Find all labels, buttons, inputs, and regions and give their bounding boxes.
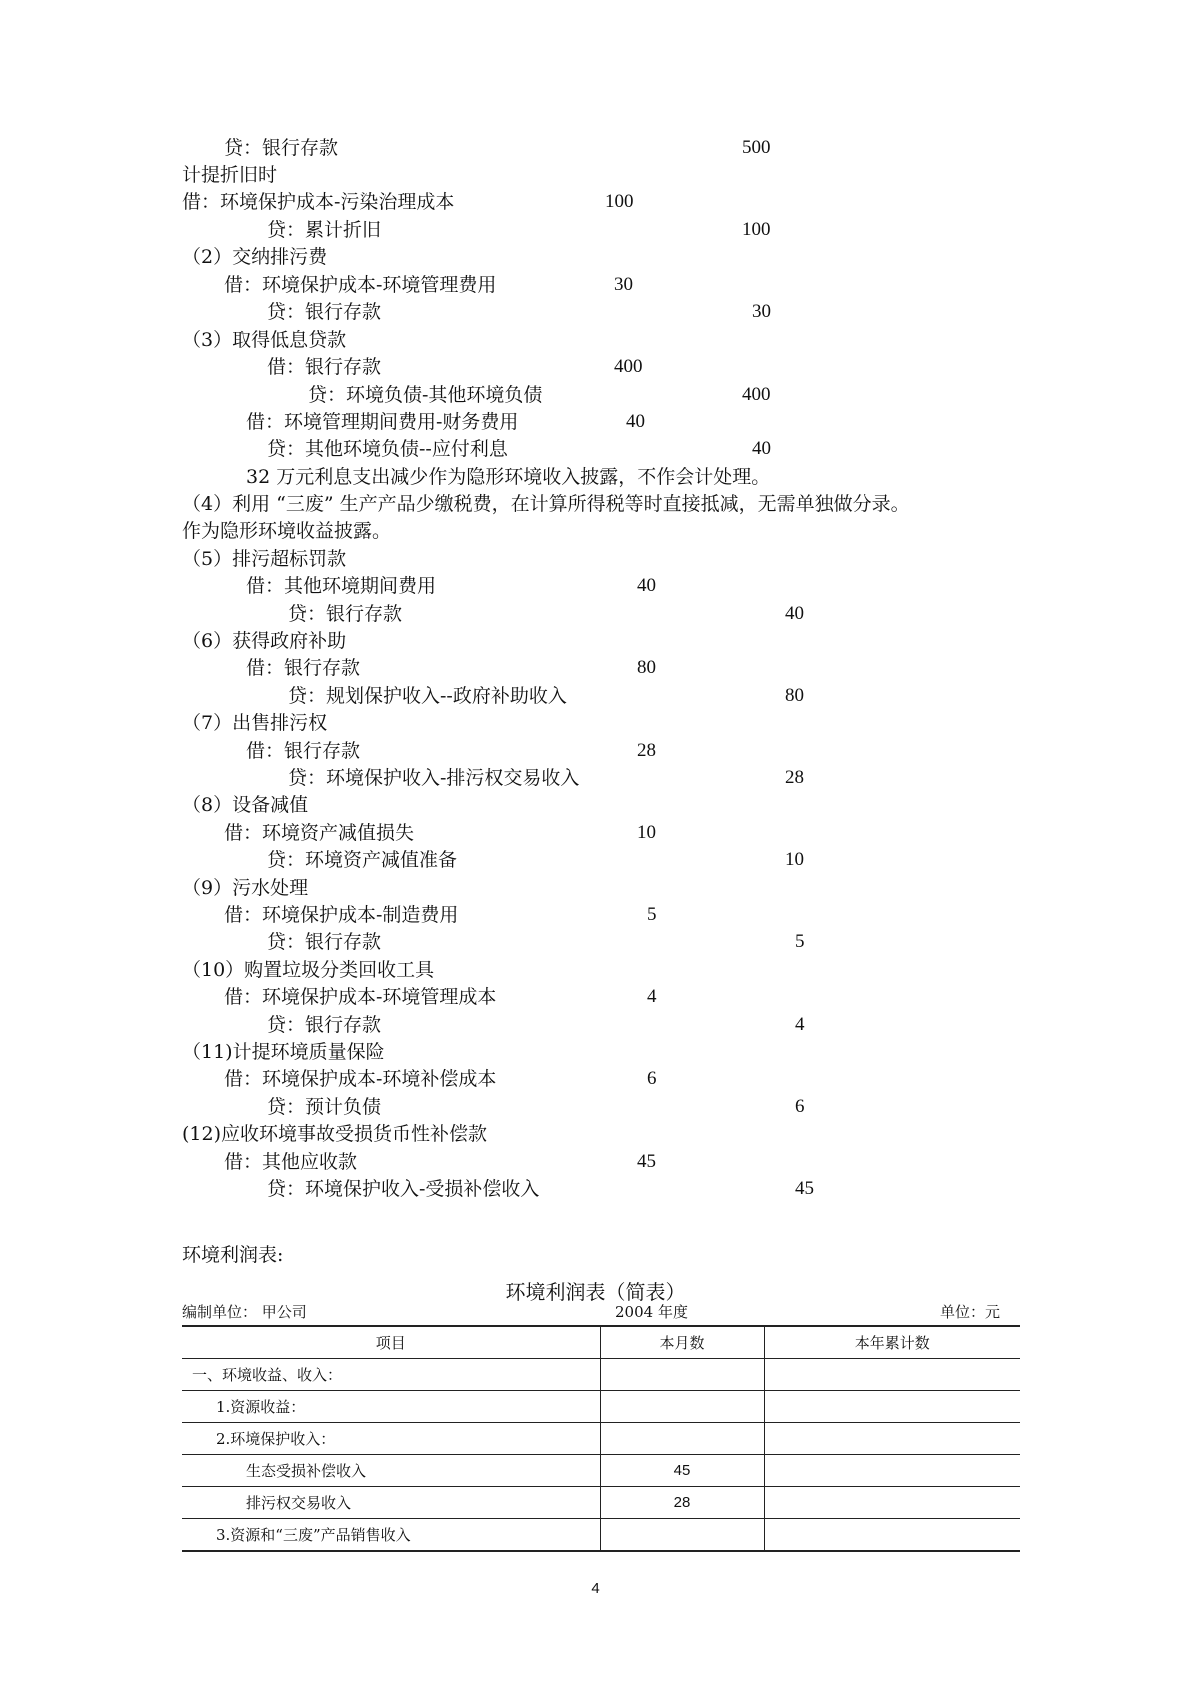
entry-line: 借：银行存款 (246, 657, 361, 679)
entry-line: 借：银行存款 (246, 740, 361, 762)
entry-line: （4）利用 “三废” 生产产品少缴税费，在计算所得税等时直接抵减，无需单独做分录。 (182, 493, 910, 515)
entry-line: 借：其他应收款 (224, 1151, 358, 1173)
entry-line: 贷：累计折旧 (267, 219, 382, 241)
entry-line: （8）设备减值 (182, 794, 309, 816)
entry-line: 借：环境管理期间费用-财务费用 (246, 411, 519, 433)
entry-amount: 400 (614, 356, 643, 377)
entry-line: （9）污水处理 (182, 877, 309, 899)
entry-amount: 10 (785, 849, 804, 870)
entry-line: （6）获得政府补助 (182, 630, 347, 652)
entry-line: 贷：规划保护收入--政府补助收入 (288, 685, 567, 707)
entry-line: （7）出售排污权 (182, 712, 328, 734)
row-month-value (600, 1391, 764, 1423)
entry-amount: 30 (614, 274, 633, 295)
entry-amount: 28 (785, 767, 804, 788)
entry-line: 贷：银行存款 (267, 301, 382, 323)
entry-line: 贷：银行存款 (288, 603, 403, 625)
entry-amount: 40 (785, 603, 804, 624)
entry-line: （10）购置垃圾分类回收工具 (182, 959, 435, 981)
entry-line: 计提折旧时 (182, 164, 278, 186)
entry-line: （5）排污超标罚款 (182, 548, 347, 570)
header-month: 本月数 (600, 1326, 764, 1359)
table-title: 环境利润表（简表） (505, 1280, 686, 1304)
entry-line: 贷：环境保护收入-排污权交易收入 (288, 767, 580, 789)
row-ytd-value (764, 1391, 1020, 1423)
row-item: 生态受损补偿收入 (182, 1455, 600, 1487)
entry-amount: 400 (742, 384, 771, 405)
entry-amount: 4 (647, 986, 657, 1007)
entry-line: 贷：银行存款 (267, 931, 382, 953)
entry-amount: 6 (647, 1068, 657, 1089)
row-month-value: 28 (600, 1487, 764, 1519)
entry-amount: 6 (795, 1096, 805, 1117)
row-item: 1.资源收益： (182, 1391, 600, 1423)
row-ytd-value (764, 1487, 1020, 1519)
entry-amount: 80 (785, 685, 804, 706)
row-item: 2.环境保护收入： (182, 1423, 600, 1455)
table-row (182, 1359, 1020, 1391)
header-item: 项目 (182, 1326, 600, 1359)
report-year: 2004 年度 (615, 1303, 688, 1321)
entry-amount: 100 (605, 191, 634, 212)
table-row (182, 1423, 1020, 1455)
entry-line: 贷：银行存款 (267, 1014, 382, 1036)
entry-line: (12)应收环境事故受损货币性补偿款 (182, 1123, 488, 1145)
currency-unit: 单位：元 (940, 1303, 1001, 1321)
row-item: 排污权交易收入 (182, 1487, 600, 1519)
entry-line: 借：环境保护成本-环境补偿成本 (224, 1068, 497, 1090)
row-item: 3.资源和“三废”产品销售收入 (182, 1519, 600, 1552)
entry-amount: 100 (742, 219, 771, 240)
row-month-value (600, 1423, 764, 1455)
row-ytd-value (764, 1423, 1020, 1455)
header-ytd: 本年累计数 (764, 1326, 1020, 1359)
entry-line: 贷：银行存款 (224, 137, 339, 159)
row-month-value (600, 1519, 764, 1552)
entry-line: 32 万元利息支出减少作为隐形环境收入披露，不作会计处理。 (246, 466, 771, 488)
entry-line: （2）交纳排污费 (182, 246, 328, 268)
entry-line: 借：环境资产减值损失 (224, 822, 415, 844)
row-month-value: 45 (600, 1455, 764, 1487)
row-ytd-value (764, 1359, 1020, 1391)
row-item: 一、环境收益、收入： (182, 1359, 600, 1391)
entry-amount: 45 (637, 1151, 656, 1172)
table-row (182, 1487, 1020, 1519)
entry-amount: 30 (752, 301, 771, 322)
entry-amount: 5 (795, 931, 805, 952)
table-row (182, 1455, 1020, 1487)
entry-line: （11)计提环境质量保险 (182, 1041, 385, 1063)
entry-amount: 28 (637, 740, 656, 761)
page-number: 4 (591, 1580, 600, 1597)
entry-line: 贷：环境负债-其他环境负债 (308, 384, 543, 406)
entry-line: 借：银行存款 (267, 356, 382, 378)
entry-amount: 80 (637, 657, 656, 678)
entry-line: 借：环境保护成本-制造费用 (224, 904, 459, 926)
entry-line: 借：环境保护成本-环境管理成本 (224, 986, 497, 1008)
entry-line: 贷：环境资产减值准备 (267, 849, 458, 871)
entry-line: 借：环境保护成本-环境管理费用 (224, 274, 497, 296)
entry-line: 贷：环境保护收入-受损补偿收入 (267, 1178, 540, 1200)
entry-line: 贷：预计负债 (267, 1096, 382, 1118)
entry-amount: 40 (626, 411, 645, 432)
environmental-profit-table (182, 1325, 1020, 1552)
entry-line: 借：环境保护成本-污染治理成本 (182, 191, 455, 213)
table-header-row (182, 1326, 1020, 1359)
table-row (182, 1519, 1020, 1552)
row-ytd-value (764, 1519, 1020, 1552)
entry-amount: 5 (647, 904, 657, 925)
entry-line: 作为隐形环境收益披露。 (182, 520, 392, 542)
entry-amount: 500 (742, 137, 771, 158)
row-month-value (600, 1359, 764, 1391)
compiling-unit: 编制单位： 甲公司 (182, 1303, 307, 1321)
section-label: 环境利润表: (182, 1244, 284, 1266)
entry-line: 贷：其他环境负债--应付利息 (267, 438, 508, 460)
entry-amount: 10 (637, 822, 656, 843)
entry-amount: 4 (795, 1014, 805, 1035)
entry-line: 借：其他环境期间费用 (246, 575, 437, 597)
entry-amount: 40 (637, 575, 656, 596)
entry-amount: 40 (752, 438, 771, 459)
row-ytd-value (764, 1455, 1020, 1487)
table-row (182, 1391, 1020, 1423)
entry-amount: 45 (795, 1178, 814, 1199)
entry-line: （3）取得低息贷款 (182, 329, 347, 351)
